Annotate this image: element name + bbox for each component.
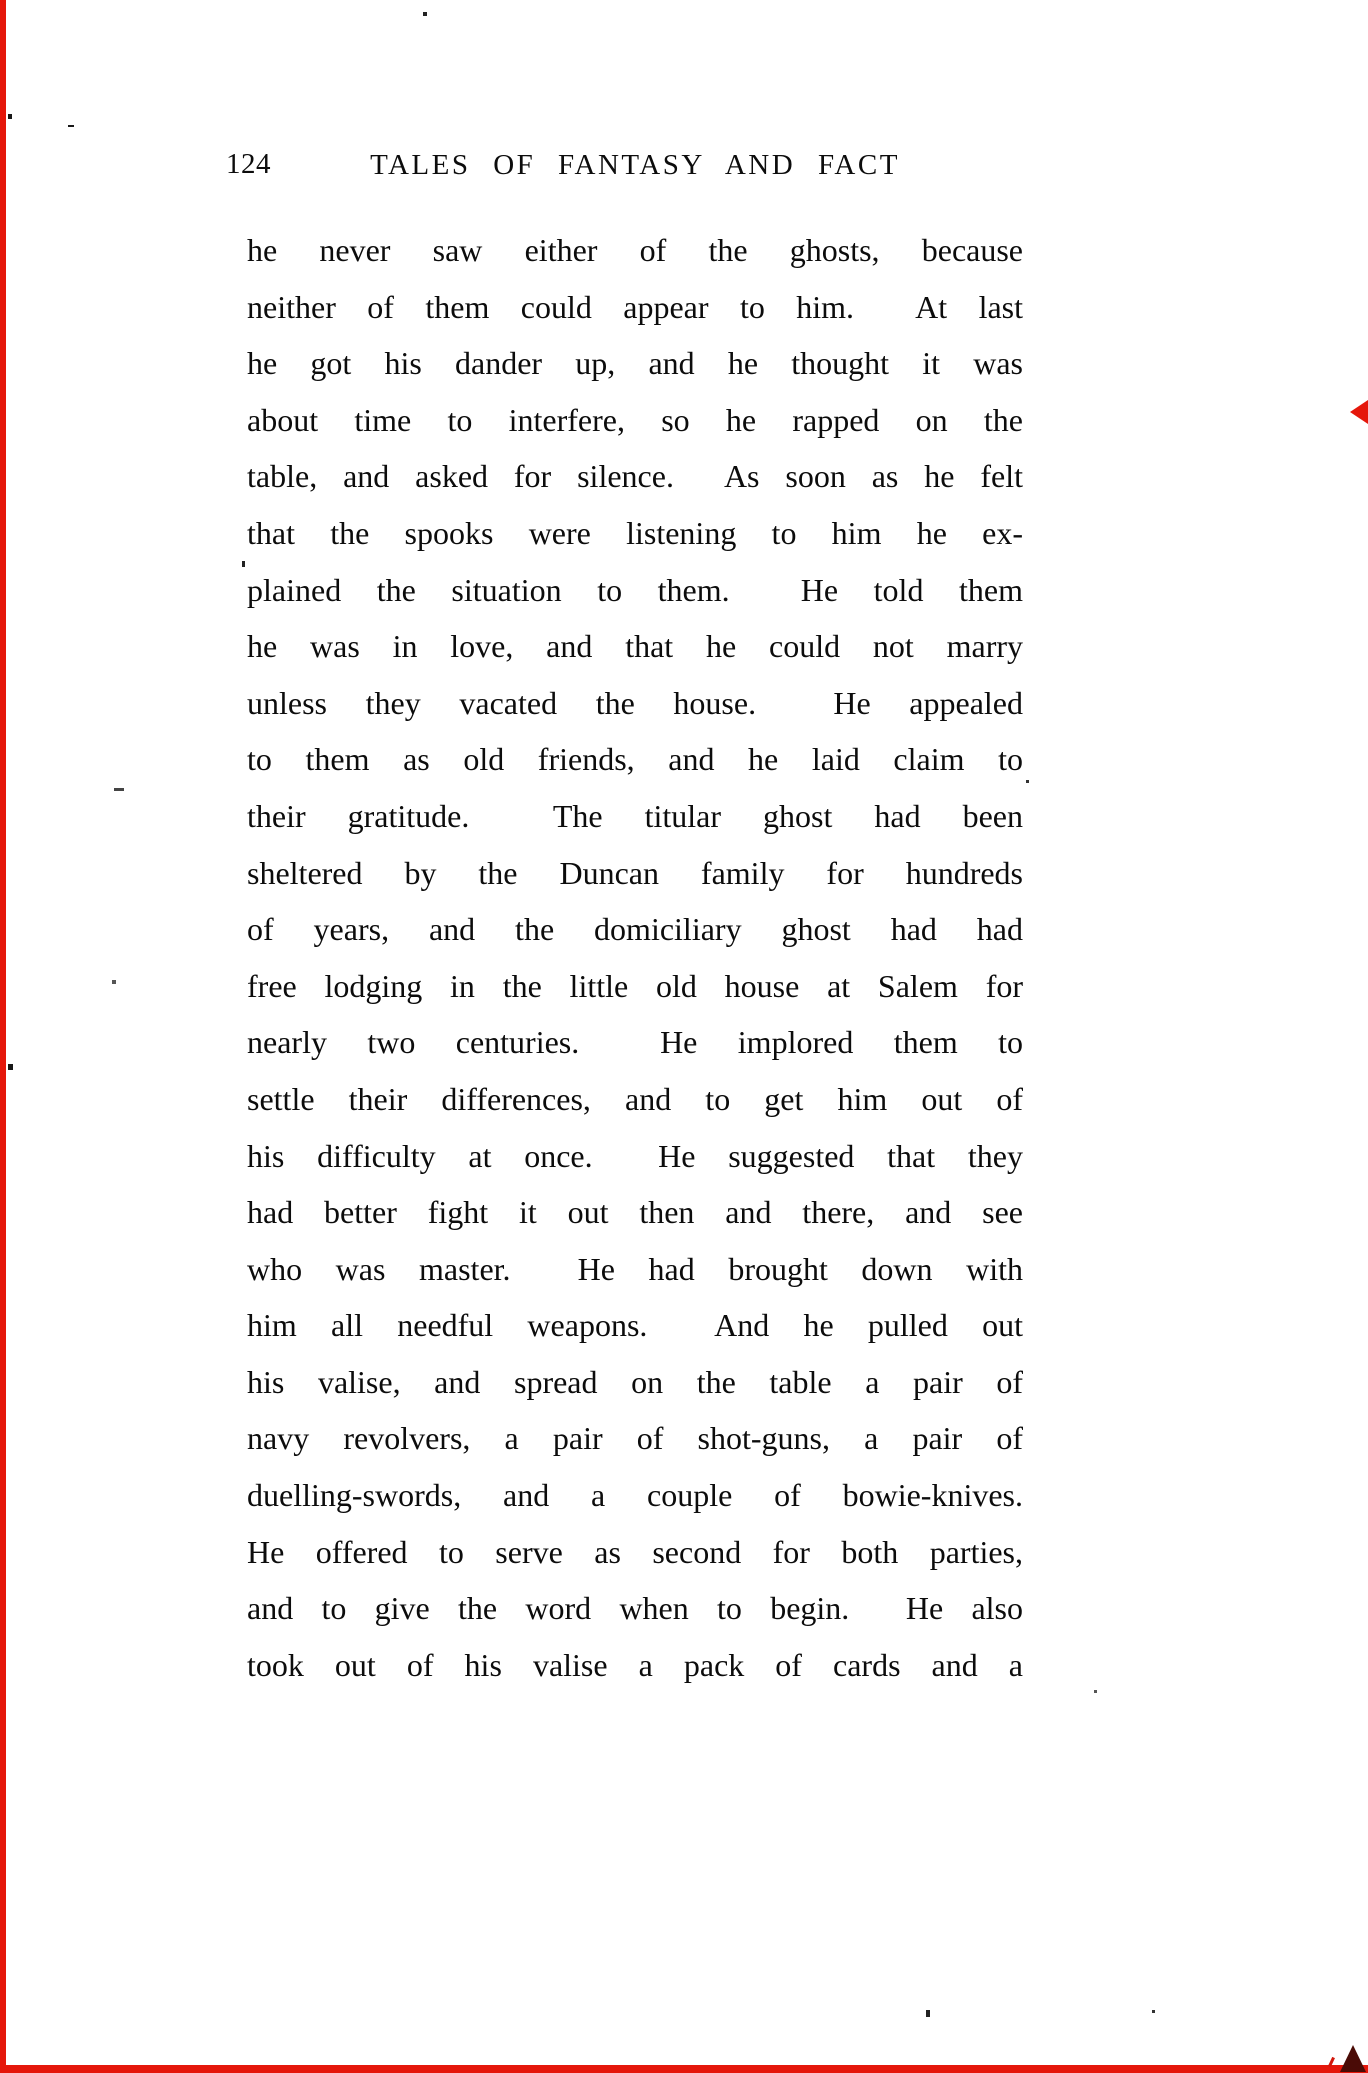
body-line: their gratitude. The titular ghost had been [247, 797, 1023, 834]
body-line: He offered to serve as second for both parties, [247, 1533, 1023, 1570]
body-line: settle their differences, and to get him out of [247, 1080, 1023, 1117]
body-line: and to give the word when to begin. He also [247, 1590, 1023, 1627]
scan-speck [1152, 2010, 1155, 2013]
body-line: he got his dander up, and he thought it was [247, 345, 1023, 382]
red-corner-triangle [1340, 2045, 1366, 2072]
body-line: of years, and the domiciliary ghost had had [247, 911, 1023, 948]
body-line: neither of them could appear to him. At last [247, 288, 1023, 325]
body-line: duelling-swords, and a couple of bowie-knives. [247, 1477, 1023, 1514]
scan-edge-line-left [0, 0, 6, 2073]
red-arrow-mark [1350, 400, 1368, 424]
body-line: he was in love, and that he could not marry [247, 628, 1023, 665]
body-line: his difficulty at once. He suggested that they [247, 1137, 1023, 1174]
body-line: unless they vacated the house. He appealed [247, 684, 1023, 721]
body-line: table, and asked for silence. As soon as he felt [247, 458, 1023, 495]
body-line: who was master. He had brought down with [247, 1250, 1023, 1287]
scan-speck [8, 1064, 13, 1070]
body-line: nearly two centuries. He implored them to [247, 1024, 1023, 1061]
scan-speck [68, 125, 74, 127]
body-line: plained the situation to them. He told them [247, 571, 1023, 608]
body-line: about time to interfere, so he rapped on the [247, 401, 1023, 438]
body-line: he never saw either of the ghosts, because [247, 232, 1023, 268]
body-line: his valise, and spread on the table a pair of [247, 1363, 1023, 1400]
body-line: to them as old friends, and he laid claim to [247, 741, 1023, 778]
body-line: sheltered by the Duncan family for hundreds [247, 854, 1023, 891]
scan-speck [1026, 780, 1029, 783]
body-line: him all needful weapons. And he pulled out [247, 1307, 1023, 1344]
body-line: that the spooks were listening to him he ex- [247, 514, 1023, 551]
body-line: had better fight it out then and there, and see [247, 1194, 1023, 1231]
body-line: took out of his valise a pack of cards and a [247, 1646, 1023, 1683]
page-number: 124 [226, 148, 271, 180]
scan-speck [8, 114, 12, 119]
scan-edge-line-bottom [0, 2065, 1368, 2073]
running-header-title: TALES OF FANTASY AND FACT [370, 149, 900, 181]
body-line: free lodging in the little old house at Salem for [247, 967, 1023, 1004]
body-line: navy revolvers, a pair of shot-guns, a pair of [247, 1420, 1023, 1457]
scan-speck [926, 2010, 930, 2017]
scan-speck [1094, 1690, 1097, 1693]
scan-speck [112, 980, 116, 984]
scan-speck [423, 12, 427, 16]
body-text-block [247, 222, 1023, 1693]
scan-speck [114, 788, 124, 791]
scan-speck [242, 561, 245, 567]
